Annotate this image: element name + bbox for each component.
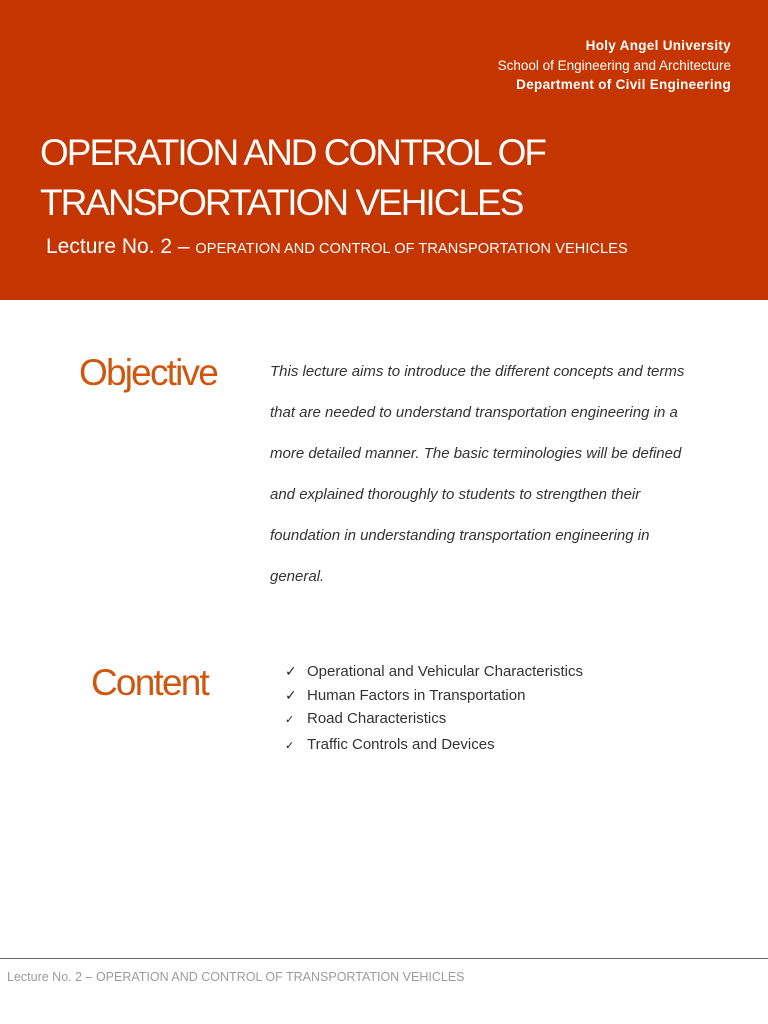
objective-text: This lecture aims to introduce the different concepts and terms that are needed to understand transportation engineering in a more detailed manner. The basic terminologies will be defined and explained thoroughly to students to strengthen their foundation in understanding transportation engineering in general. — [270, 363, 685, 585]
list-item-label: Human Factors in Transportation — [307, 686, 526, 704]
title-line-2: TRANSPORTATION VEHICLES — [40, 182, 523, 223]
checkmark-icon: ✓ — [285, 686, 297, 703]
checkmark-icon: ✓ — [285, 663, 297, 679]
list-item — [285, 660, 583, 684]
list-item — [285, 707, 583, 733]
checkmark-icon: ✓ — [285, 739, 295, 752]
document-title — [40, 128, 740, 228]
list-item-label: Operational and Vehicular Characteristics — [307, 663, 583, 680]
lecture-number: Lecture No. 2 – — [46, 235, 196, 258]
department-name: Department of Civil Engineering — [516, 77, 731, 92]
lecture-topic: OPERATION AND CONTROL OF TRANSPORTATION VEHICLES — [195, 241, 628, 257]
page-footer: Lecture No. 2 – OPERATION AND CONTROL OF TRANSPORTATION VEHICLES — [7, 970, 465, 984]
content-list — [285, 660, 583, 758]
institution-block — [498, 36, 731, 95]
list-item-label: Traffic Controls and Devices — [307, 735, 495, 753]
content-heading: Content — [91, 662, 208, 703]
school-name: School of Engineering and Architecture — [497, 57, 731, 73]
list-item — [285, 684, 583, 708]
title-line-1: OPERATION AND CONTROL OF — [40, 132, 545, 173]
list-item-label: Road Characteristics — [307, 710, 447, 727]
objective-heading: Objective — [79, 352, 218, 393]
institution-name: Holy Angel University — [585, 38, 731, 53]
checkmark-icon: ✓ — [285, 714, 295, 726]
list-item — [285, 733, 583, 759]
lecture-subtitle — [46, 235, 628, 259]
footer-divider — [0, 958, 768, 959]
header-banner — [0, 0, 768, 300]
